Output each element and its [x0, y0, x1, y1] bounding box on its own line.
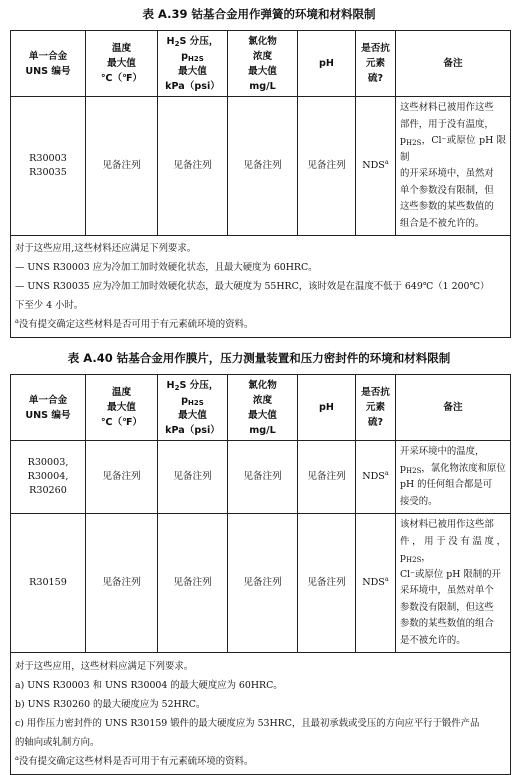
- cell-remarks: 这些材料已被用作这些 部件，用于没有温度， $p_{H2S}$，Cl⁻或原位 pH 限制 的开采环境中，虽然对 单个参数没有限制，但 这些参数的某些数值的 组合是不被允许的。: [396, 97, 511, 236]
- table-footer-notes: 对于这些应用,这些材料还应满足下列要求。 — UNS R30003 应为冷加工加时效硬化状态，且最大硬度为 60HRC。 — UNS R30035 应为冷加工加时效硬化状态，最大硬度为 55HRC，该时效是在温度不低于 649℃（1 200℃） 下至少 4 小时。 $^a$没有提交确定这些材料是否可用于有元素硫环境的资料。: [11, 236, 511, 338]
- cell-h2s: 见备注列: [158, 514, 228, 653]
- header-chloride: 氯化物 浓度 最大值 mg/L: [228, 375, 298, 441]
- footnote: $^a$没有提交确定这些材料是否可用于有元素硫环境的资料。: [15, 316, 254, 330]
- cell-remarks: 该材料已被用作这些部 件，用于没有温度，$p_{H2S}$， Cl⁻或原位 pH 限制的开 采环境中，虽然对单个 参数没有限制，但这些 参数的某些数值的组合 是不被允许的。: [396, 514, 511, 653]
- header-h2s-partial-pressure: $H_2S$ 分压， $p_{H2S}$ 最大值 kPa（psi）: [158, 375, 228, 441]
- header-sulfur-resistance: 是否抗 元素 硫?: [356, 31, 396, 97]
- cell-h2s: 见备注列: [158, 97, 228, 236]
- table-row: [11, 97, 511, 236]
- cell-uns: R30159: [11, 514, 86, 653]
- cell-sulfur: NDS$^a$: [356, 514, 396, 653]
- table-a39: [10, 30, 511, 338]
- table-a39-caption: 表 A.39 钴基合金用作弹簧的环境和材料限制: [142, 7, 376, 21]
- header-h2s-partial-pressure: $H_2S$ 分压， $p_{H2S}$ 最大值 kPa（psi）: [158, 31, 228, 97]
- cell-uns: R30003, R30004, R30260: [11, 441, 86, 514]
- table-footer-notes: 对于这些应用，这些材料应满足下列要求。 a) UNS R30003 和 UNS R30004 的最大硬度应为 60HRC。 b) UNS R30260 的最大硬度应为 52HRC。 c) 用作压力密封件的 UNS R30159 锻件的最大硬度应为 53HRC，且最初承载或受压的方向应平行于锻件产品 的轴向或轧制方向。 $^a$没有提交确定这些材料是否可用于有元素硫环境的资料。: [11, 653, 511, 775]
- cell-temp: 见备注列: [86, 97, 158, 236]
- table-row: [11, 514, 511, 653]
- header-temperature: 温度 最大值 ℃（℉）: [86, 375, 158, 441]
- cell-h2s: 见备注列: [158, 441, 228, 514]
- cell-ph: 见备注列: [298, 97, 356, 236]
- cell-sulfur: NDS$^a$: [356, 441, 396, 514]
- cell-chloride: 见备注列: [228, 441, 298, 514]
- cell-chloride: 见备注列: [228, 514, 298, 653]
- cell-temp: 见备注列: [86, 441, 158, 514]
- header-temperature: 温度 最大值 ℃（℉）: [86, 31, 158, 97]
- cell-uns: R30003 R30035: [11, 97, 86, 236]
- cell-remarks: 开采环境中的温度， $p_{H2S}$，氯化物浓度和原位 pH 的任何组合都是可 接受的。: [396, 441, 511, 514]
- footer-row: [11, 236, 511, 338]
- cell-sulfur: NDS$^a$: [356, 97, 396, 236]
- table-row: [11, 441, 511, 514]
- header-remarks: 备注: [396, 375, 511, 441]
- table-a40: [10, 374, 511, 775]
- header-remarks: 备注: [396, 31, 511, 97]
- header-chloride: 氯化物 浓度 最大值 mg/L: [228, 31, 298, 97]
- table-a40-caption: 表 A.40 钴基合金用作膜片，压力测量装置和压力密封件的环境和材料限制: [67, 351, 451, 365]
- cell-chloride: 见备注列: [228, 97, 298, 236]
- header-alloy-uns: 单一合金 UNS 编号: [11, 375, 86, 441]
- header-row: [11, 375, 511, 441]
- header-sulfur-resistance: 是否抗 元素 硫?: [356, 375, 396, 441]
- cell-temp: 见备注列: [86, 514, 158, 653]
- footnote: $^a$没有提交确定这些材料是否可用于有元素硫环境的资料。: [15, 753, 254, 767]
- header-alloy-uns: 单一合金 UNS 编号: [11, 31, 86, 97]
- cell-ph: 见备注列: [298, 514, 356, 653]
- footer-row: [11, 653, 511, 775]
- cell-ph: 见备注列: [298, 441, 356, 514]
- header-ph: pH: [298, 31, 356, 97]
- header-row: [11, 31, 511, 97]
- header-ph: pH: [298, 375, 356, 441]
